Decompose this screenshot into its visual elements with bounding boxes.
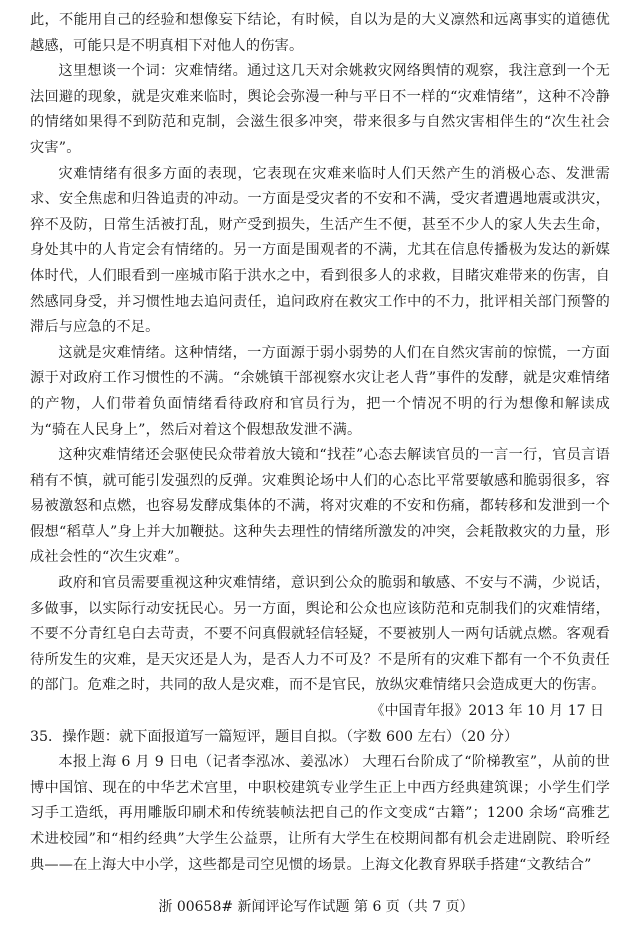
body-paragraph-6: 政府和官员需要重视这种灾难情绪，意识到公众的脆弱和敏感、不安与不满，少说话，多做事，以实际行动安抚民心。另一方面，舆论和公众也应该防范和克制我们的灾难情绪，不要不分青红皂白去苛责，不要不问真假就轻信轻疑，不要被别人一两句话就点燃。客观看待所发生的灾难，是天灾还是人为，是否人力不可及？不是所有的灾难下都有一个不负责任的部门。危难之时，共同的敌人是灾难，而不是官民，放纵灾难情绪只会造成更大的伤害。: [30, 575, 610, 694]
body-paragraph-2: 这里想谈一个词：灾难情绪。通过这几天对余姚救灾网络舆情的观察，我注意到一个无法回避的现象，就是灾难来临时，舆论会弥漫一种与平日不一样的“灾难情绪”，这种不冷静的情绪如果得不到防范和克制，会滋生很多冲突，带来很多与自然灾害相伴生的“次生社会灾害”。: [30, 63, 610, 156]
body-paragraph-5: 这种灾难情绪还会驱使民众带着放大镜和“找茬”心态去解读官员的一言一行，官员言语稍有不慎，就可能引发强烈的反弹。灾难舆论场中人们的心态比平常要敏感和脆弱很多，容易被激怒和点燃，也容易发酵成集体的不满，将对灾难的不安和伤痛，都转移和发泄到一个假想“稻草人”身上并大加鞭挞。这种失去理性的情绪所激发的冲突，会耗散救灾的力量，形成社会性的“次生灾难”。: [30, 447, 610, 566]
news-report-paragraph: 本报上海 6 月 9 日电（记者李泓冰、姜泓冰） 大理石台阶成了“阶梯教室”，从前的世博中国馆、现在的中华艺术宫里，中职校建筑专业学生正上中西方经典建筑课；小学生们学习手工造纸，再用雕版印刷术和传统装帧法把自己的作文变成“古籍”；1200 余场“高雅艺术进校园”和“相约经典”大学生公益票，让所有大学生在校期间都有机会走进剧院、聆听经典——在上海大中小学，这些都是司空见惯的场景。上海文化教育界联手搭建“文教结合”: [30, 754, 610, 873]
article-source: 《中国青年报》2013 年 10 月 17 日: [370, 703, 604, 720]
body-paragraph-3: 灾难情绪有很多方面的表现，它表现在灾难来临时人们天然产生的消极心态、发泄需求、安全焦虑和归咎追责的冲动。一方面是受灾者的不安和不满，受灾者遭遇地震或洪灾，猝不及防，日常生活被打乱，财产受到损失，生活产生不便，甚至不少人的家人失去生命，身处其中的人肯定会有情绪的。另一方面是围观者的不满，尤其在信息传播极为发达的新媒体时代，人们眼看到一座城市陷于洪水之中，看到很多人的求救，目睹灾难带来的伤害，自然感同身受，并习惯性地去追问责任，追问政府在救灾工作中的不力，批评相关部门预警的滞后与应急的不足。: [30, 165, 610, 336]
body-paragraph-4: 这就是灾难情绪。这种情绪，一方面源于弱小弱势的人们在自然灾害前的惊慌，一方面源于对政府工作习惯性的不满。“余姚镇干部视察水灾让老人背”事件的发酵，就是灾难情绪的产物，人们带着负面情绪看待政府和官员行为，把一个情况不明的行为想像和解读成为“骑在人民身上”，然后对着这个假想敌发泄不满。: [30, 344, 610, 438]
body-paragraph-1: 此，不能用自己的经验和想像妄下结论，有时候，自以为是的大义凛然和远离事实的道德优越感，可能只是不明真相下对他人的伤害。: [30, 12, 610, 54]
page-footer: 浙 00658# 新闻评论写作试题 第 6 页（共 7 页）: [158, 899, 474, 915]
question-35: 35．操作题：就下面报道写一篇短评，题目自拟。（字数 600 左右）（20 分）: [30, 728, 519, 745]
